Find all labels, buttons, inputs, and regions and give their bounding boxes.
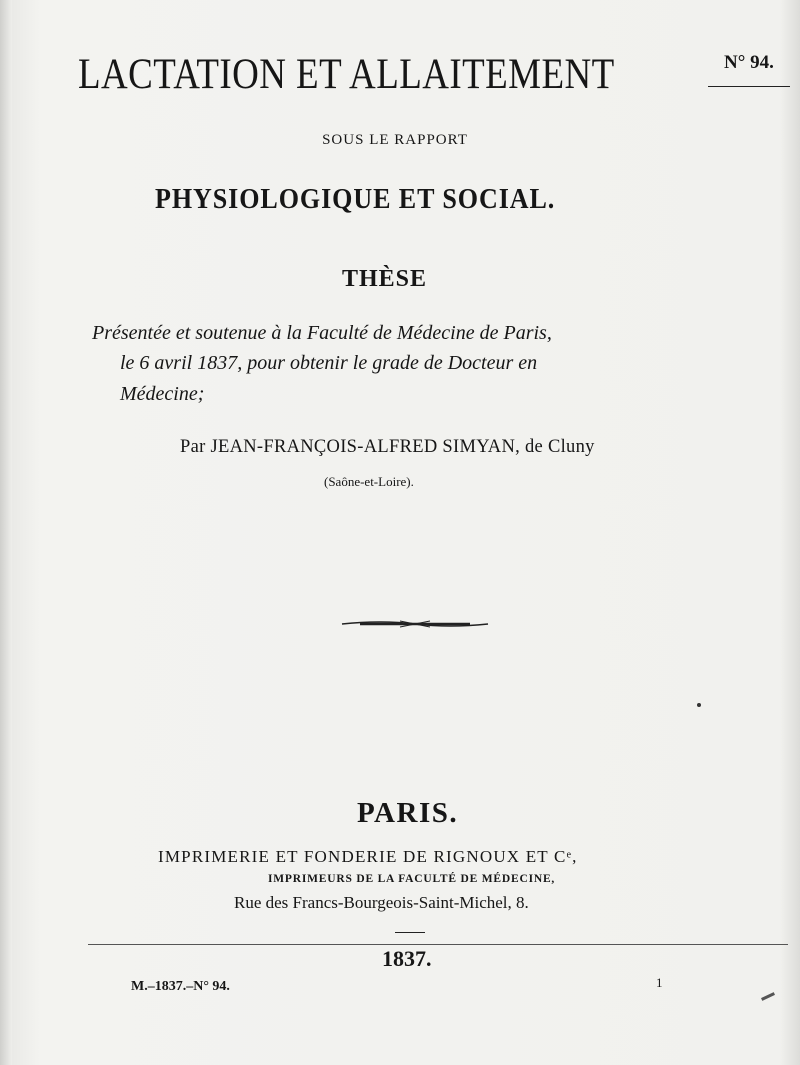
printer-role: IMPRIMEURS DE LA FACULTÉ DE MÉDECINE, [268,873,556,885]
thesis-number: N° 94. [724,52,774,73]
author-region: (Saône-et-Loire). [324,474,414,489]
subtitle-text: SOUS LE RAPPORT [322,132,468,148]
printer-address: Rue des Francs-Bourgeois-Saint-Michel, 8. [234,893,529,912]
thesis-title: LACTATION ET ALLAITEMENT [78,51,615,98]
imprint-city: PARIS. [357,797,459,829]
page-fold-shadow [0,0,12,1065]
presentation-line-1: Présentée et soutenue à la Faculté de Médecine de Paris, [92,322,552,344]
subtitle-heading: PHYSIOLOGIQUE ET SOCIAL. [155,184,556,215]
ink-spot [697,703,701,707]
presentation-line-2: le 6 avril 1837, pour obtenir le grade de Docteur en [120,352,538,374]
footer-divider [88,944,788,945]
presentation-line-3: Médecine; [120,383,205,405]
sheet-number: 1 [656,975,663,990]
short-divider [395,932,425,933]
ornament-rule-icon [340,618,490,630]
printer-name: IMPRIMERIE ET FONDERIE DE RIGNOUX ET Cᵉ, [158,847,578,866]
publication-year: 1837. [382,946,432,971]
number-underline [708,86,790,87]
signature-mark: M.–1837.–N° 94. [131,979,230,994]
ink-scratch [761,992,775,1001]
these-heading: THÈSE [342,266,428,292]
author-line: Par JEAN-FRANÇOIS-ALFRED SIMYAN, de Cluny [180,437,595,457]
subtitle-line [0,132,800,149]
